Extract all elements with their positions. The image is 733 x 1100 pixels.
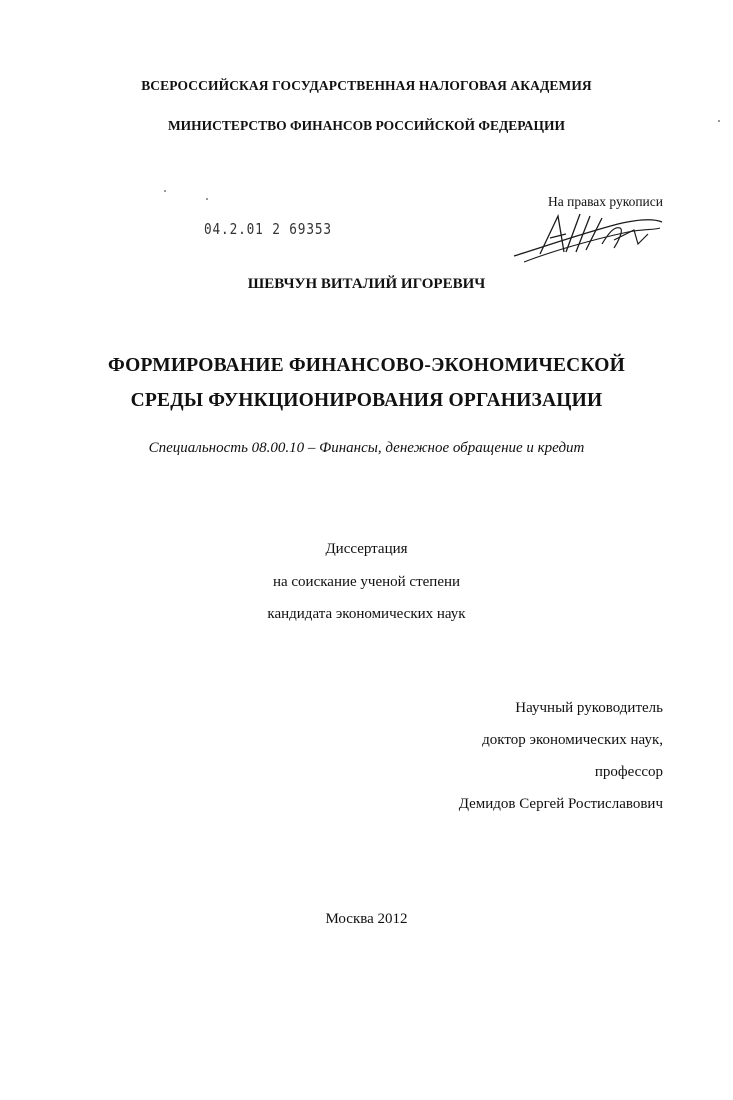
registration-stamp: 04.2.01 2 69353	[204, 220, 332, 238]
manuscript-rights-note: На правах рукописи	[547, 194, 663, 209]
city-year: Москва 2012	[325, 911, 408, 927]
supervisor-degree: доктор экономических наук,	[482, 732, 663, 748]
handwritten-signature	[510, 204, 670, 270]
degree-purpose: на соискание ученой степени	[272, 574, 461, 590]
supervisor-name: Демидов Сергей Ростиславович	[458, 796, 663, 812]
organization-line-1: ВСЕРОССИЙСКАЯ ГОСУДАРСТВЕННАЯ НАЛОГОВАЯ АКАДЕМИЯ	[141, 78, 592, 93]
scan-speck	[164, 190, 166, 192]
specialty-line: Специальность 08.00.10 – Финансы, денежное обращение и кредит	[148, 440, 585, 456]
scan-speck	[718, 120, 720, 122]
scan-speck	[206, 198, 208, 200]
supervisor-role: Научный руководитель	[515, 700, 663, 716]
supervisor-title: профессор	[594, 764, 663, 780]
organization-line-2: МИНИСТЕРСТВО ФИНАНСОВ РОССИЙСКОЙ ФЕДЕРАЦИИ	[167, 118, 566, 133]
dissertation-title-line-2: СРЕДЫ ФУНКЦИОНИРОВАНИЯ ОРГАНИЗАЦИИ	[130, 390, 603, 411]
dissertation-title-line-1: ФОРМИРОВАНИЕ ФИНАНСОВО-ЭКОНОМИЧЕСКОЙ	[107, 355, 626, 376]
document-type: Диссертация	[325, 541, 408, 557]
author-name: ШЕВЧУН ВИТАЛИЙ ИГОРЕВИЧ	[247, 276, 486, 292]
degree-name: кандидата экономических наук	[267, 606, 466, 622]
